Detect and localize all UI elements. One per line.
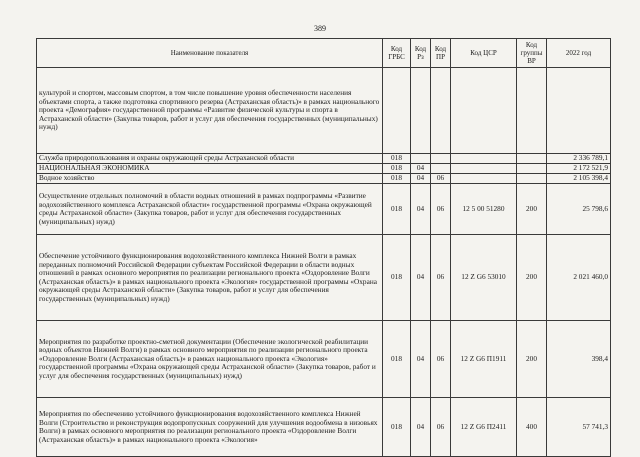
row-grbs: 018 xyxy=(383,184,411,235)
header-row xyxy=(37,39,611,68)
table-row xyxy=(37,184,611,235)
row-rz: 04 xyxy=(411,174,431,184)
table-row xyxy=(37,68,611,154)
row-rz: 04 xyxy=(411,184,431,235)
row-name: Мероприятия по обеспечению устойчивого функционирования водохозяйственного комплекса Нижней Волги (Строительство и реконструкция водопропускных сооружений для улучшения водообмена в низовьях Волги) в рамках основного мероприятия по реализации регионального проекта «Оздоровление Волги (Астраханская область)» в рамках национального проекта «Экология» xyxy=(37,398,383,457)
column-header-name: Наименование показателя xyxy=(37,39,383,68)
row-vr: 400 xyxy=(517,398,547,457)
row-amount: 2 172 521,9 xyxy=(547,164,611,174)
row-csr xyxy=(451,68,517,154)
column-header-grbs: Код ГРБС xyxy=(383,39,411,68)
row-amount: 57 741,3 xyxy=(547,398,611,457)
table-row xyxy=(37,235,611,321)
row-csr: 12 Z G6 П2411 xyxy=(451,398,517,457)
page-number: 389 xyxy=(314,24,326,33)
row-grbs: 018 xyxy=(383,321,411,398)
row-grbs: 018 xyxy=(383,154,411,164)
row-vr xyxy=(517,154,547,164)
row-amount: 25 798,6 xyxy=(547,184,611,235)
row-name: НАЦИОНАЛЬНАЯ ЭКОНОМИКА xyxy=(37,164,383,174)
column-header-csr: Код ЦСР xyxy=(451,39,517,68)
row-rz xyxy=(411,68,431,154)
row-vr: 200 xyxy=(517,184,547,235)
row-name: Служба природопользования и охраны окружающей среды Астраханской области xyxy=(37,154,383,164)
row-rz: 04 xyxy=(411,164,431,174)
row-pr: 06 xyxy=(431,321,451,398)
column-header-rz: Код Рз xyxy=(411,39,431,68)
table-row xyxy=(37,154,611,164)
row-rz: 04 xyxy=(411,321,431,398)
row-pr: 06 xyxy=(431,174,451,184)
row-grbs: 018 xyxy=(383,174,411,184)
row-csr xyxy=(451,154,517,164)
row-pr: 06 xyxy=(431,398,451,457)
row-name: Водное хозяйство xyxy=(37,174,383,184)
row-grbs: 018 xyxy=(383,235,411,321)
row-amount: 2 105 398,4 xyxy=(547,174,611,184)
row-name: Мероприятия по разработке проектно-сметной документации (Обеспечение экологической реабилитации водных объектов Нижней Волги) в рамках основного мероприятия по реализации регионального проекта «Оздоровление Волги (Астраханская область)» в рамках национального проекта «Экология» государственной программы «Охрана окружающей среды Астраханской области» (Закупка товаров, работ и услуг для обеспечения государственных (муниципальных) нужд) xyxy=(37,321,383,398)
row-csr: 12 Z G6 П1911 xyxy=(451,321,517,398)
row-vr: 200 xyxy=(517,235,547,321)
row-vr: 200 xyxy=(517,321,547,398)
budget-table xyxy=(36,38,611,457)
row-name: Осуществление отдельных полномочий в области водных отношений в рамках подпрограммы «Развитие водохозяйственного комплекса Астраханской области» государственной программы «Охрана окружающей среды Астраханской области» (Закупка товаров, работ и услуг для обеспечения государственных (муниципальных) нужд) xyxy=(37,184,383,235)
row-amount: 2 021 460,0 xyxy=(547,235,611,321)
column-header-pr: Код ПР xyxy=(431,39,451,68)
row-csr xyxy=(451,174,517,184)
row-name: Обеспечение устойчивого функционирования водохозяйственного комплекса Нижней Волги в рамках переданных полномочий Российской Федерации субъектам Российской Федерации в области водных отношений в рамках основного мероприятия по реализации регионального проекта «Оздоровление Волги (Астраханская область)» в рамках национального проекта «Экология» государственной программы «Охрана окружающей среды Астраханской области» (Закупка товаров, работ и услуг для обеспечения государственных (муниципальных) нужд) xyxy=(37,235,383,321)
row-csr: 12 Z G6 53010 xyxy=(451,235,517,321)
row-rz: 04 xyxy=(411,398,431,457)
table-row xyxy=(37,321,611,398)
row-name: культурой и спортом, массовым спортом, в том числе повышение уровня обеспеченности населения объектами спорта, а также подготовка спортивного резерва (Астраханская область)» в рамках национального проекта «Демография» государственной программы «Развитие физической культуры и спорта в Астраханской области» (Закупка товаров, работ и услуг для обеспечения государственных (муниципальных) нужд) xyxy=(37,68,383,154)
column-header-vr: Код группы ВР xyxy=(517,39,547,68)
table-row xyxy=(37,398,611,457)
row-grbs: 018 xyxy=(383,398,411,457)
row-grbs: 018 xyxy=(383,164,411,174)
row-csr: 12 5 00 51280 xyxy=(451,184,517,235)
column-header-2022: 2022 год xyxy=(547,39,611,68)
row-vr xyxy=(517,68,547,154)
row-csr xyxy=(451,164,517,174)
row-pr: 06 xyxy=(431,184,451,235)
row-vr xyxy=(517,164,547,174)
table-row xyxy=(37,164,611,174)
row-amount: 2 336 789,1 xyxy=(547,154,611,164)
row-pr xyxy=(431,68,451,154)
table-row xyxy=(37,174,611,184)
row-rz: 04 xyxy=(411,235,431,321)
row-grbs xyxy=(383,68,411,154)
row-rz xyxy=(411,154,431,164)
row-amount: 398,4 xyxy=(547,321,611,398)
row-amount xyxy=(547,68,611,154)
row-pr xyxy=(431,154,451,164)
row-pr xyxy=(431,164,451,174)
row-vr xyxy=(517,174,547,184)
row-pr: 06 xyxy=(431,235,451,321)
